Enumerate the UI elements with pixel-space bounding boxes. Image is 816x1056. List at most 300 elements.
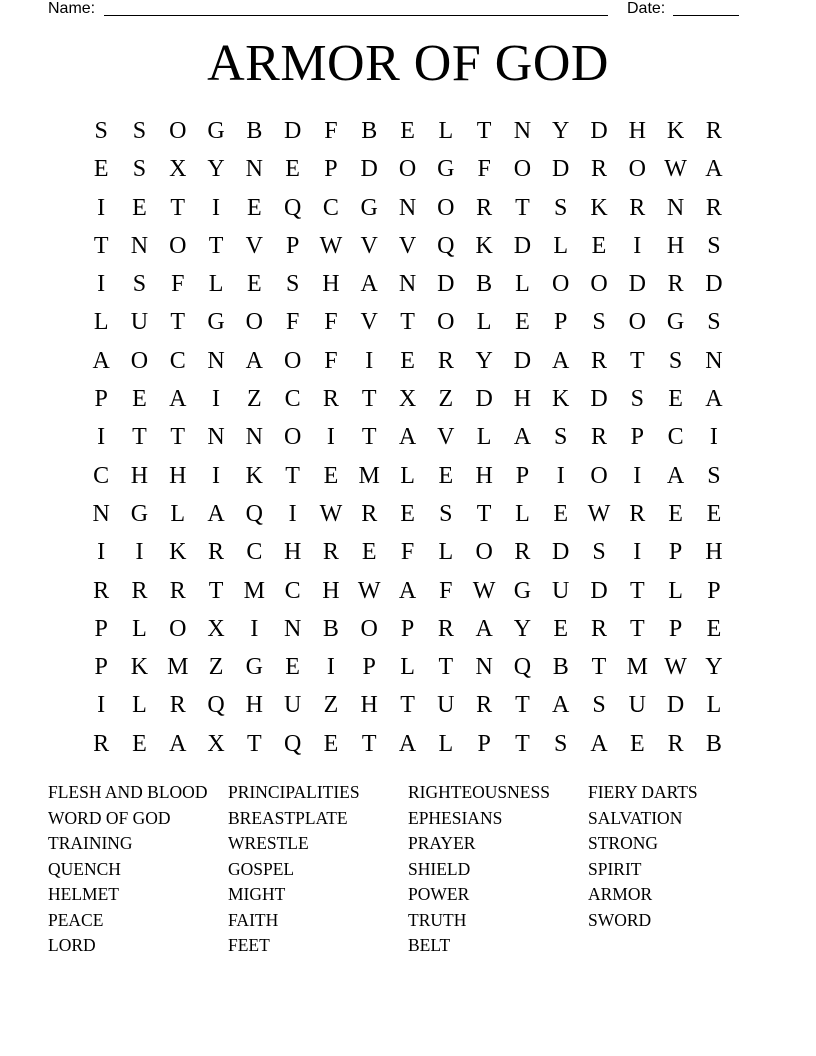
grid-letter[interactable]: C [284,386,301,413]
grid-letter[interactable]: R [131,577,148,604]
grid-letter[interactable]: V [360,232,378,259]
grid-letter[interactable]: H [360,692,378,719]
grid-letter[interactable]: I [326,654,335,681]
grid-letter[interactable]: T [361,730,377,757]
grid-letter[interactable]: Z [208,654,224,681]
grid-letter[interactable]: R [705,194,722,221]
grid-letter[interactable]: A [207,500,225,527]
grid-letter[interactable]: B [322,615,339,642]
grid-letter[interactable]: A [475,615,493,642]
grid-letter[interactable]: R [93,577,110,604]
grid-letter[interactable]: T [361,424,377,451]
grid-letter[interactable]: O [283,347,302,374]
grid-letter[interactable]: A [705,156,723,183]
word-list-item: WRESTLE [228,833,309,853]
grid-letter[interactable]: E [285,654,300,681]
grid-letter[interactable]: T [476,118,492,144]
grid-letter[interactable]: G [130,500,149,527]
grid-letter[interactable]: O [437,309,455,336]
grid-letter[interactable]: S [94,118,108,144]
grid-letter[interactable]: I [97,424,106,451]
grid-letter[interactable]: L [476,424,492,451]
grid-letter[interactable]: H [283,539,302,566]
grid-letter[interactable]: N [475,654,493,681]
grid-letter[interactable]: C [284,577,301,604]
grid-letter[interactable]: R [208,539,225,566]
grid-letter[interactable]: R [93,730,110,757]
grid-letter[interactable]: N [245,156,263,183]
grid-letter[interactable]: V [360,309,378,336]
grid-letter[interactable]: S [592,692,606,719]
grid-letter[interactable]: P [668,539,683,566]
grid-letter[interactable]: C [93,462,110,489]
grid-letter[interactable]: R [705,118,722,144]
grid-letter[interactable]: P [515,462,530,489]
grid-letter[interactable]: G [207,309,225,336]
grid-letter[interactable]: C [322,194,339,221]
grid-letter[interactable]: O [552,271,570,298]
grid-letter[interactable]: K [590,194,608,221]
grid-letter[interactable]: O [130,347,149,374]
grid-row [82,150,734,188]
grid-letter[interactable]: P [707,577,721,604]
grid-letter[interactable]: K [552,386,570,413]
grid-letter[interactable]: H [130,462,149,489]
grid-letter[interactable]: S [707,462,721,489]
grid-letter[interactable]: P [400,615,415,642]
grid-letter[interactable]: D [513,232,532,259]
grid-letter[interactable]: D [437,271,455,298]
grid-letter[interactable]: I [135,539,144,566]
grid-letter[interactable]: E [247,194,262,221]
grid-letter[interactable]: G [207,118,225,144]
grid-letter[interactable]: A [169,730,187,757]
grid-letter[interactable]: I [212,194,221,221]
grid-letter[interactable]: W [319,500,343,527]
grid-letter[interactable]: T [170,424,186,451]
grid-letter[interactable]: O [169,232,187,259]
grid-letter[interactable]: R [169,692,186,719]
grid-letter[interactable]: R [667,730,684,757]
grid-letter[interactable]: T [629,615,645,642]
grid-letter[interactable]: S [285,271,300,298]
grid-letter[interactable]: R [591,615,608,642]
grid-letter[interactable]: O [628,309,646,336]
grid-letter[interactable]: I [288,500,297,527]
grid-letter[interactable]: U [552,577,570,604]
grid-letter[interactable]: D [666,692,685,719]
grid-letter[interactable]: O [283,424,302,451]
grid-letter[interactable]: L [132,615,147,642]
grid-letter[interactable]: P [554,309,568,336]
grid-letter[interactable]: C [667,424,684,451]
grid-letter[interactable]: I [633,232,642,259]
grid-letter[interactable]: S [630,386,644,413]
grid-letter[interactable]: D [590,386,608,413]
grid-letter[interactable]: O [437,194,455,221]
grid-letter[interactable]: E [400,500,415,527]
grid-letter[interactable]: T [247,730,262,757]
grid-letter[interactable]: O [628,156,646,183]
grid-letter[interactable]: T [170,309,186,336]
grid-letter[interactable]: N [398,271,417,298]
grid-letter[interactable]: S [554,194,568,221]
grid-letter[interactable]: L [208,271,224,298]
grid-letter[interactable]: Y [513,615,532,642]
grid-letter[interactable]: I [709,424,718,451]
grid-letter[interactable]: A [360,271,378,298]
grid-letter[interactable]: S [132,156,147,183]
grid-letter[interactable]: F [324,347,338,374]
grid-letter[interactable]: A [398,424,417,451]
grid-letter[interactable]: M [243,577,265,604]
grid-letter[interactable]: P [477,730,491,757]
grid-letter[interactable]: R [591,347,608,374]
grid-letter[interactable]: Y [207,156,225,183]
grid-letter[interactable]: R [629,194,646,221]
grid-letter[interactable]: I [97,692,106,719]
grid-letter[interactable]: Q [437,232,455,259]
grid-letter[interactable]: G [245,654,263,681]
grid-letter[interactable]: R [476,194,493,221]
grid-letter[interactable]: E [247,271,262,298]
grid-letter[interactable]: O [169,615,187,642]
word-list-item: POWER [408,884,470,904]
grid-letter[interactable]: E [132,730,147,757]
grid-letter[interactable]: A [398,577,417,604]
grid-letter[interactable]: B [361,118,378,144]
grid-letter[interactable]: L [515,271,530,298]
grid-letter[interactable]: T [591,654,607,681]
grid-letter[interactable]: T [629,347,645,374]
grid-letter[interactable]: P [630,424,644,451]
grid-letter[interactable]: N [245,424,263,451]
grid-letter[interactable]: F [477,156,491,183]
grid-letter[interactable]: E [668,500,683,527]
grid-letter[interactable]: N [666,194,685,221]
grid-letter[interactable]: E [591,232,607,259]
grid-letter[interactable]: T [400,309,415,336]
grid-letter[interactable]: K [130,654,149,681]
grid-letter[interactable]: U [130,309,149,336]
grid-letter[interactable]: V [437,424,455,451]
grid-letter[interactable]: K [666,118,685,144]
grid-letter[interactable]: A [513,424,532,451]
grid-letter[interactable]: C [246,539,263,566]
grid-letter[interactable]: P [668,615,683,642]
grid-letter[interactable]: W [319,232,343,259]
grid-letter[interactable]: S [132,271,147,298]
grid-letter[interactable]: T [515,692,530,719]
grid-letter[interactable]: O [590,271,608,298]
grid-letter[interactable]: T [132,424,147,451]
grid-letter[interactable]: P [94,615,108,642]
grid-letter[interactable]: D [552,156,570,183]
grid-letter[interactable]: O [398,156,417,183]
grid-letter[interactable]: V [245,232,263,259]
grid-letter[interactable]: K [245,462,263,489]
grid-letter[interactable]: A [169,386,187,413]
grid-letter[interactable]: L [132,692,147,719]
grid-letter[interactable]: N [130,232,149,259]
grid-letter[interactable]: L [553,232,569,259]
grid-letter[interactable]: R [591,156,608,183]
grid-letter[interactable]: X [207,730,225,757]
word-list-item: SPIRIT [588,858,642,879]
grid-letter[interactable]: R [361,500,378,527]
grid-letter[interactable]: O [169,118,187,144]
grid-letter[interactable]: H [705,539,723,566]
grid-letter[interactable]: U [628,692,646,719]
letter-grid [82,112,734,763]
grid-letter[interactable]: E [515,309,530,336]
grid-letter[interactable]: N [92,500,110,527]
grid-letter[interactable]: S [554,730,568,757]
grid-letter[interactable]: A [245,347,263,374]
grid-letter[interactable]: R [476,692,493,719]
grid-letter[interactable]: P [285,232,300,259]
grid-letter[interactable]: H [513,386,532,413]
grid-letter[interactable]: W [664,654,687,681]
grid-letter[interactable]: O [360,615,378,642]
grid-letter[interactable]: D [705,271,723,298]
grid-letter[interactable]: T [208,577,224,604]
grid-letter[interactable]: I [556,462,565,489]
grid-letter[interactable]: E [438,462,454,489]
grid-letter[interactable]: K [475,232,493,259]
grid-letter[interactable]: H [628,118,646,144]
grid-letter[interactable]: Z [247,386,262,413]
grid-letter[interactable]: I [97,271,106,298]
grid-letter[interactable]: R [629,500,646,527]
grid-letter[interactable]: G [666,309,685,336]
word-list-item: SALVATION [588,807,683,828]
grid-letter[interactable]: Y [705,654,723,681]
grid-letter[interactable]: D [360,156,378,183]
grid-letter[interactable]: W [587,500,611,527]
grid-letter[interactable]: D [628,271,646,298]
grid-letter[interactable]: M [358,462,380,489]
grid-letter[interactable]: H [245,692,263,719]
grid-letter[interactable]: Q [207,692,225,719]
grid-letter[interactable]: Z [438,386,454,413]
grid-letter[interactable]: S [439,500,453,527]
grid-letter[interactable]: T [93,232,109,259]
grid-letter[interactable]: G [360,194,378,221]
grid-letter[interactable]: X [398,386,417,413]
grid-letter[interactable]: N [207,347,225,374]
grid-letter[interactable]: F [324,118,338,144]
grid-letter[interactable]: B [705,730,722,757]
grid-letter[interactable]: R [169,577,186,604]
grid-letter[interactable]: L [476,309,492,336]
grid-letter[interactable]: T [438,654,454,681]
grid-letter[interactable]: V [398,232,417,259]
grid-letter[interactable]: I [633,539,642,566]
grid-letter[interactable]: L [400,654,415,681]
grid-letter[interactable]: O [590,462,608,489]
grid-letter[interactable]: Y [552,118,570,144]
grid-letter[interactable]: Q [283,730,302,757]
grid-letter[interactable]: I [250,615,259,642]
grid-letter[interactable]: P [94,386,108,413]
grid-letter[interactable]: L [668,577,683,604]
grid-letter[interactable]: D [590,577,608,604]
grid-letter[interactable]: W [472,577,496,604]
grid-letter[interactable]: T [361,386,377,413]
grid-letter[interactable]: N [398,194,417,221]
grid-letter[interactable]: I [212,462,221,489]
grid-letter[interactable]: R [437,615,454,642]
grid-letter[interactable]: M [626,654,648,681]
grid-letter[interactable]: E [400,347,415,374]
grid-letter[interactable]: Z [323,692,339,719]
grid-letter[interactable]: T [629,577,645,604]
grid-letter[interactable]: I [326,424,335,451]
grid-letter[interactable]: S [554,424,568,451]
word-column [48,780,228,959]
grid-letter[interactable]: K [169,539,187,566]
grid-letter[interactable]: P [324,156,338,183]
grid-letter[interactable]: N [513,118,532,144]
grid-letter[interactable]: F [400,539,415,566]
grid-letter[interactable]: T [285,462,300,489]
grid-letter[interactable]: B [246,118,263,144]
grid-letter[interactable]: T [400,692,415,719]
grid-letter[interactable]: S [668,347,683,374]
grid-letter[interactable]: X [207,615,225,642]
grid-letter[interactable]: U [283,692,302,719]
grid-letter[interactable]: R [667,271,684,298]
grid-letter[interactable]: I [633,462,642,489]
grid-letter[interactable]: E [400,118,415,144]
date-label: Date: [627,0,666,17]
grid-letter[interactable]: B [476,271,493,298]
grid-letter[interactable]: R [514,539,531,566]
grid-letter[interactable]: S [592,309,606,336]
grid-letter[interactable]: E [323,730,339,757]
grid-letter[interactable]: H [322,577,340,604]
grid-letter[interactable]: A [705,386,723,413]
grid-letter[interactable]: H [475,462,493,489]
grid-letter[interactable]: W [357,577,381,604]
grid-letter[interactable]: A [92,347,110,374]
grid-letter[interactable]: D [552,539,570,566]
grid-letter[interactable]: A [666,462,685,489]
grid-letter[interactable]: S [707,232,721,259]
grid-letter[interactable]: P [94,654,108,681]
grid-letter[interactable]: S [132,118,147,144]
grid-letter[interactable]: E [706,615,722,642]
grid-letter[interactable]: H [169,462,187,489]
grid-letter[interactable]: C [169,347,186,374]
grid-letter[interactable]: N [283,615,302,642]
grid-letter[interactable]: G [513,577,532,604]
grid-letter[interactable]: E [553,615,569,642]
grid-letter[interactable]: L [400,462,415,489]
grid-letter[interactable]: E [668,386,683,413]
grid-letter[interactable]: G [437,156,455,183]
grid-letter[interactable]: E [132,194,147,221]
grid-letter[interactable]: R [591,424,608,451]
grid-letter[interactable]: I [365,347,374,374]
grid-letter[interactable]: F [285,309,300,336]
grid-letter[interactable]: L [706,692,722,719]
grid-letter[interactable]: B [552,654,569,681]
grid-letter[interactable]: A [398,730,417,757]
grid-letter[interactable]: O [245,309,263,336]
grid-letter[interactable]: E [361,539,377,566]
grid-letter[interactable]: T [515,730,530,757]
grid-letter[interactable]: E [706,500,722,527]
grid-letter[interactable]: R [322,539,339,566]
grid-letter[interactable]: A [552,692,570,719]
grid-letter[interactable]: E [629,730,645,757]
grid-letter[interactable]: L [438,730,454,757]
grid-letter[interactable]: S [592,539,606,566]
grid-letter[interactable]: Q [513,654,532,681]
grid-letter[interactable]: E [93,156,109,183]
grid-letter[interactable]: L [515,500,530,527]
grid-letter[interactable]: E [132,386,147,413]
grid-letter[interactable]: W [664,156,687,183]
grid-letter[interactable]: L [170,500,186,527]
grid-letter[interactable]: N [705,347,723,374]
name-field[interactable] [104,15,608,16]
grid-letter[interactable]: E [285,156,300,183]
grid-letter[interactable]: P [362,654,376,681]
grid-letter[interactable]: M [167,654,189,681]
grid-letter[interactable]: L [438,118,454,144]
grid-letter[interactable]: E [553,500,569,527]
grid-letter[interactable]: T [515,194,530,221]
grid-row [82,725,734,763]
grid-letter[interactable]: F [171,271,185,298]
grid-letter[interactable]: T [476,500,492,527]
grid-letter[interactable]: N [207,424,225,451]
grid-letter[interactable]: F [439,577,453,604]
grid-letter[interactable]: Q [283,194,302,221]
grid-letter[interactable]: I [97,539,106,566]
grid-letter[interactable]: R [437,347,454,374]
grid-letter[interactable]: T [170,194,186,221]
grid-letter[interactable]: F [324,309,338,336]
grid-letter[interactable]: E [323,462,339,489]
grid-letter[interactable]: L [93,309,109,336]
grid-letter[interactable]: H [666,232,685,259]
grid-letter[interactable]: H [322,271,340,298]
grid-letter[interactable]: Y [475,347,493,374]
grid-letter[interactable]: T [208,232,224,259]
grid-letter[interactable]: X [169,156,187,183]
grid-letter[interactable]: R [322,386,339,413]
grid-letter[interactable]: D [283,118,302,144]
grid-letter[interactable]: Q [245,500,263,527]
grid-letter[interactable]: I [97,194,106,221]
grid-letter[interactable]: D [513,347,532,374]
date-field[interactable] [673,15,739,16]
grid-letter[interactable]: D [590,118,608,144]
grid-letter[interactable]: A [552,347,570,374]
grid-letter[interactable]: S [707,309,721,336]
grid-letter[interactable]: A [590,730,608,757]
grid-letter[interactable]: L [438,539,454,566]
grid-letter[interactable]: O [475,539,493,566]
grid-letter[interactable]: U [437,692,455,719]
grid-letter[interactable]: O [513,156,532,183]
grid-letter[interactable]: I [212,386,221,413]
grid-letter[interactable]: D [475,386,493,413]
